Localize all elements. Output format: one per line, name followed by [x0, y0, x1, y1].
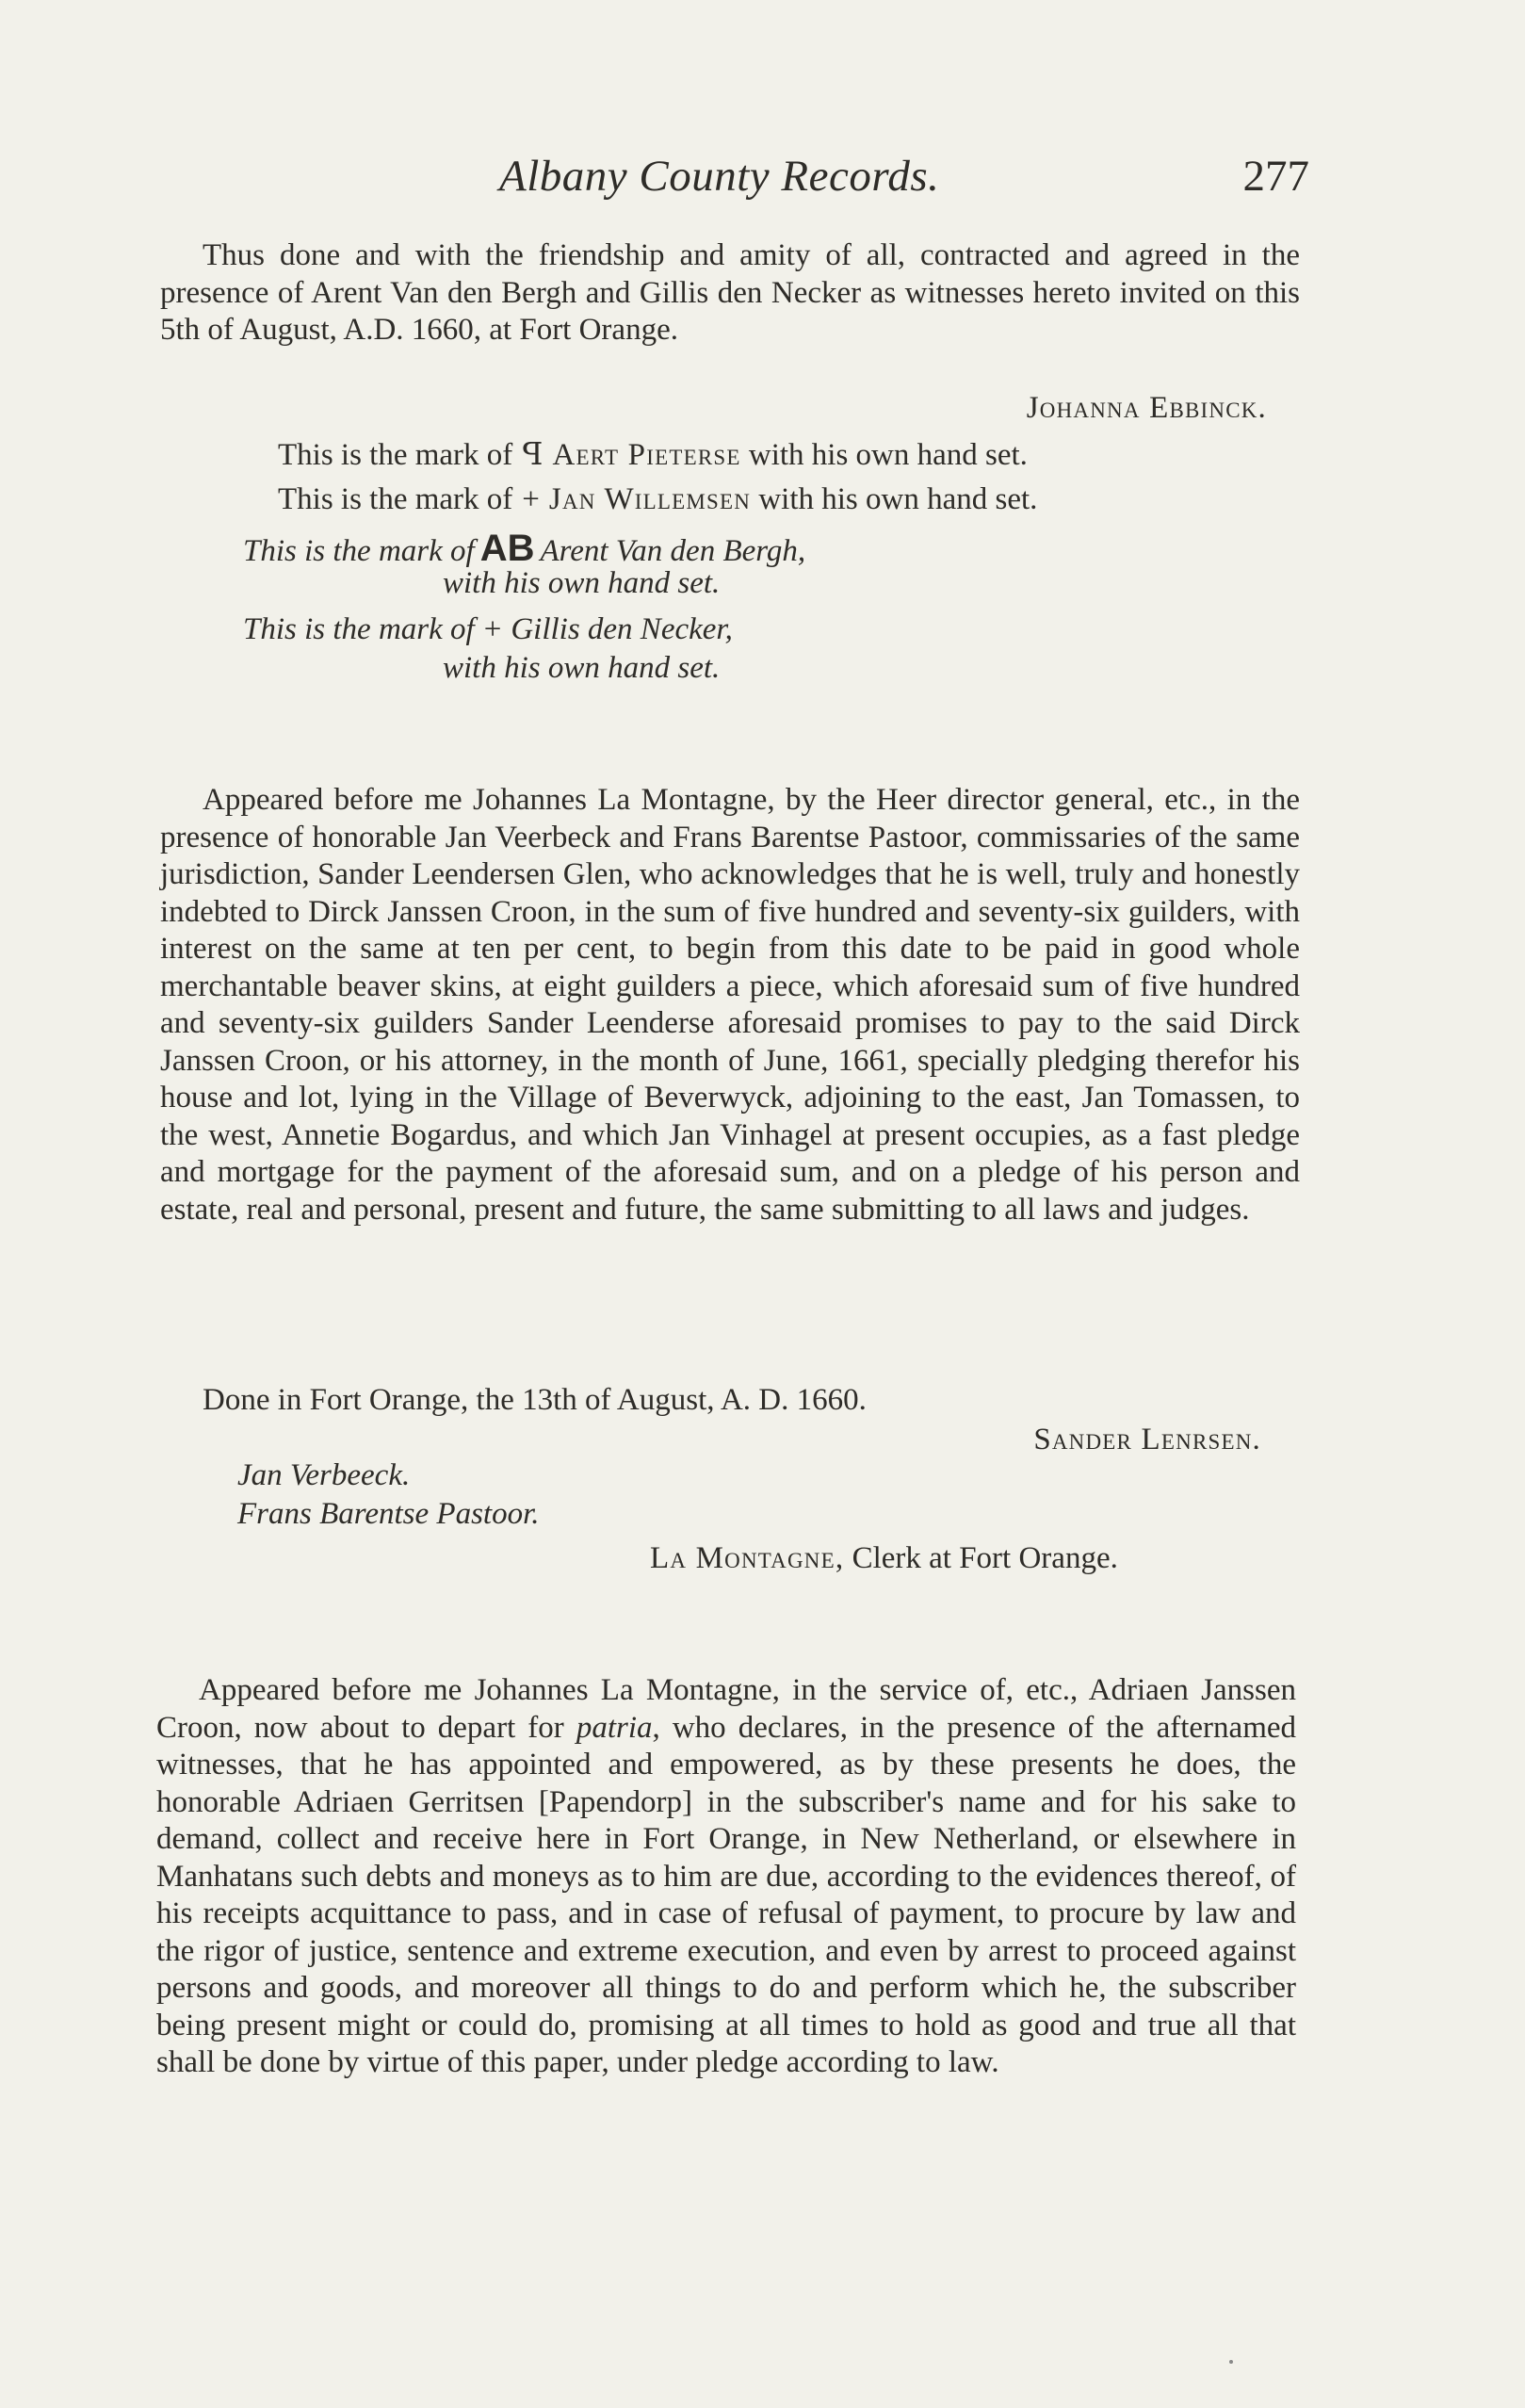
ab-monogram-mark-icon: AB: [479, 528, 535, 569]
mark-line-aert-pieterse: [278, 435, 1028, 473]
marker-name: Jan Willemsen: [548, 482, 752, 516]
witness-jan-verbeeck: Jan Verbeeck.: [237, 1458, 411, 1492]
clerk-signature: [650, 1541, 1118, 1576]
mark-intro-text: This is the mark of: [243, 612, 475, 646]
clerk-title: Clerk at Fort Orange.: [852, 1541, 1118, 1575]
mark-continuation: with his own hand set.: [443, 651, 721, 685]
page-number: 277: [1242, 152, 1309, 201]
mark-intro-text: This is the mark of: [278, 438, 513, 472]
power-of-attorney-paragraph: [156, 1672, 1296, 2082]
poa-text-part2: , who declares, in the presence of the afternamed witnesses, that he has appointed and empowered, as by these presents he does, the honorable Adriaen Gerritsen [Papendorp] in the subscriber's name and for his sake to demand, collect and receive here in Fort Orange, in New Netherland, or elsewhere in Manhatans such debts and moneys as to him are due, according to the evidences thereof, of his receipts acquittance to pass, and in case of refusal of payment, to procure by law and the rigor of justice, sentence and extreme execution, and even by arrest to proceed against persons and goods, and moreover all things to do and perform which he, the subscriber being present might or could do, promising at all times to hold as good and true all that shall be done by virtue of this paper, under pledge according to law.: [156, 1710, 1297, 2079]
mark-suffix-text: with his own hand set.: [748, 438, 1028, 472]
mark-intro-text: This is the mark of: [243, 534, 475, 568]
contract-paragraph: Thus done and with the friendship and amity of all, contracted and agreed in the presence of Arent Van den Bergh and Gillis den Necker as witnesses hereto invited on this 5th of August, A.D. 1660, at Fort Orange.: [160, 238, 1300, 347]
signer-johanna-ebbinck: Johanna Ebbinck.: [1026, 391, 1267, 425]
signer-sander-lenrsen: Sander Lenrsen.: [1033, 1423, 1261, 1456]
mark-line-jan-willemsen: [278, 482, 1037, 517]
page-header: [160, 151, 1309, 207]
mark-suffix-text: with his own hand set.: [758, 482, 1038, 516]
clerk-name: La Montagne,: [650, 1541, 845, 1575]
poa-italic-word: patria: [576, 1710, 653, 1745]
mark-continuation: with his own hand set.: [443, 566, 721, 600]
cross-mark-icon: +: [522, 482, 540, 516]
running-head: Albany County Records.: [499, 152, 940, 201]
marker-name: Aert Pieterse: [552, 438, 741, 472]
house-mark-icon: ꟼ: [522, 438, 543, 472]
mark-line-gillis-den-necker: [243, 612, 733, 647]
cross-mark-icon: +: [483, 612, 502, 646]
marker-name: Gillis den Necker,: [511, 612, 733, 646]
paper-speck: [1229, 2360, 1233, 2364]
marker-name: Arent Van den Bergh,: [540, 534, 806, 568]
witness-frans-barentse-pastoor: Frans Barentse Pastoor.: [237, 1497, 540, 1531]
mark-line-arent-van-den-bergh: [243, 528, 805, 570]
bond-paragraph: Appeared before me Johannes La Montagne, by the Heer director general, etc., in the presence of honorable Jan Veerbeck and Frans Barentse Pastoor, commissaries of the same jurisdiction, Sander Leendersen Glen, who acknowledges that he is well, truly and honestly indebted to Dirck Janssen Croon, in the sum of five hundred and seventy-six guilders, with interest on the same at ten per cent, to begin from this date to be paid in good whole merchantable beaver skins, at eight guilders a piece, which aforesaid sum of five hundred and seventy-six guilders Sander Leenderse aforesaid promises to pay to the said Dirck Janssen Croon, or his attorney, in the month of June, 1661, specially pledging therefor his house and lot, lying in the Village of Beverwyck, adjoining to the east, Jan Tomassen, to the west, Annetie Bogardus, and which Jan Vinhagel at present occupies, as a fast pledge and mortgage for the payment of the aforesaid sum, and on a pledge of his person and estate, real and personal, present and future, the same submitting to all laws and judges.: [160, 783, 1300, 1227]
mark-intro-text: This is the mark of: [278, 482, 513, 516]
poa-text-part1: Appeared before me Johannes La Montagne, in the service of, etc., Adriaen Janssen Croon, now about to depart for: [156, 1673, 1296, 1745]
done-line: Done in Fort Orange, the 13th of August, A. D. 1660.: [203, 1383, 867, 1417]
